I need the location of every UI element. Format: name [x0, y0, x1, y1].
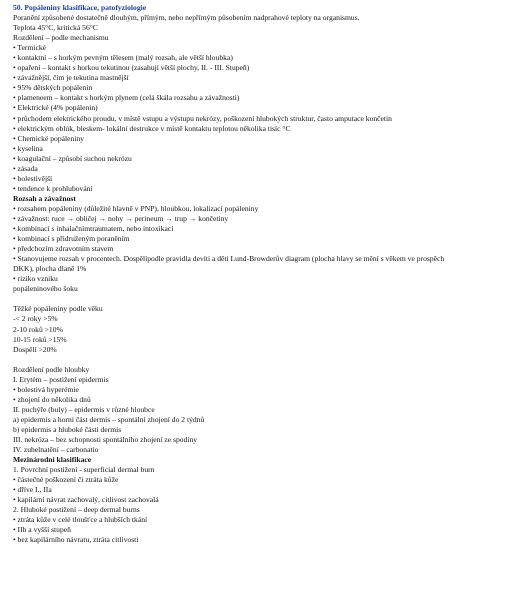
text-line: • rozsahem popáleniny (důležité hlavně v PNP), hloubkou, lokalizací popáleniny [13, 203, 259, 213]
text-line: • ztráta kůže v celé tloušťce a hlubších tkání [13, 515, 148, 525]
text-line: • Elektrické (4% popálenin) [13, 103, 98, 113]
text-line: • průchodem elektrického proudu, v místě vstupu a výstupu nekrózy, poškození hlubokých struktur, často amputace končetin [13, 113, 392, 123]
text-line: Dospělí >20% [13, 344, 57, 354]
text-line: 1. Povrchní postižení - superficial dermal burn [13, 465, 155, 475]
text-line: • IIb a vyšší stupeň [13, 525, 71, 535]
document-title: 50. Popáleniny klasifikace, patofyziologie [13, 3, 147, 12]
text-line: I. Erytém – postižení epidermis [13, 374, 109, 384]
text-line: • koagulační – způsobí suchou nekrózu [13, 153, 132, 163]
blank-line [13, 355, 518, 365]
text-line: Těžké popáleniny podle věku [13, 304, 103, 314]
text-line: 10-15 roků >15% [13, 334, 67, 344]
text-line: IV. zuhelnatění – carbonatio [13, 445, 99, 455]
text-line: -< 2 roky >5% [13, 314, 58, 324]
text-line: • Stanovujeme rozsah v procentech. Dospělípodle pravidla devíti a děti Lund-Browderův diagram (plocha hlavy se mění s věkem ve prospěch [13, 254, 445, 264]
section-heading: Rozsah a závažnost [13, 193, 76, 203]
text-line: Rozdělení podle hloubky [13, 364, 90, 374]
text-line: • 95% dětských popálenin [13, 83, 93, 93]
text-line: popáleninového šoku [13, 284, 78, 294]
text-line: 2. Hluboké postižení – deep dermal burns [13, 505, 140, 515]
text-line: • bolestivější [13, 173, 53, 183]
text-line: • Termické [13, 43, 46, 53]
text-line: 2-10 roků >10% [13, 324, 63, 334]
text-line: • bolestivá hyperémie [13, 384, 79, 394]
text-line: • tendence k prohlubování [13, 183, 93, 193]
text-line: • předchozím zdravotním stavem [13, 244, 114, 254]
text-line: • bez kapilárního návratu, ztráta citlivosti [13, 535, 139, 545]
text-line: • kontaktní – s horkým pevným tělesem (malý rozsah, ale větší hloubka) [13, 53, 233, 63]
text-line: • opaření – kontakt s horkou tekutinou (zasahují větší plochy, II. - III. Stupeň) [13, 63, 250, 73]
text-line: II. puchýře (buly) – epidermis v různé hloubce [13, 404, 155, 414]
text-line: • závažnější, čím je tekutina mastnější [13, 73, 129, 83]
text-line: • zásada [13, 163, 38, 173]
text-line: • kombinací s přidruženým poraněním [13, 234, 130, 244]
blank-line [13, 294, 518, 304]
text-line: • plameneem – kontakt s horkým plynem (celá škála rozsahu a závažnosti) [13, 93, 240, 103]
text-line: DKK), plocha dlaně 1% [13, 264, 87, 274]
text-line: Poranění způsobené dostatečně dlouhým, přímým, nebo nepřímým působením nadprahové teploty na organismus. [13, 13, 360, 23]
text-line: • dříve I., IIa [13, 485, 52, 495]
text-line: • kyselina [13, 143, 43, 153]
text-line: • částečné poškození či ztráta kůže [13, 475, 119, 485]
text-line: III. nekróza – bez schopnosti spontálního zhojení ze spodiny [13, 435, 198, 445]
text-line: • kapilární návrat zachovalý, citlivost zachovalá [13, 495, 159, 505]
text-line: • riziko vzniku [13, 274, 58, 284]
text-line: b) epidermis a hluboké části dermis [13, 424, 122, 434]
text-line: Rozdělení – podle mechanismu [13, 33, 109, 43]
text-line: • elektrickým oblúk, bleskem- lokální destrukce v místě kontaktu teplotou několika tisíc °C [13, 123, 291, 133]
text-line: Teplota 45°C, kritická 56°C [13, 23, 98, 33]
text-line: a) epidermis a horní část dermis – spontální zhojení do 2 týdnů [13, 414, 205, 424]
text-line: • Chemické popáleniny [13, 133, 84, 143]
text-line: • kombinací s inhalačnímtraumatem, nebo intoxikací [13, 224, 174, 234]
text-line: • závažnost: ruce → obličej → nohy → perineum → trup → končetiny [13, 213, 229, 223]
section-heading: Mezinárodní klasifikace [13, 455, 92, 465]
text-line: • zhojení do několika dnů [13, 394, 91, 404]
